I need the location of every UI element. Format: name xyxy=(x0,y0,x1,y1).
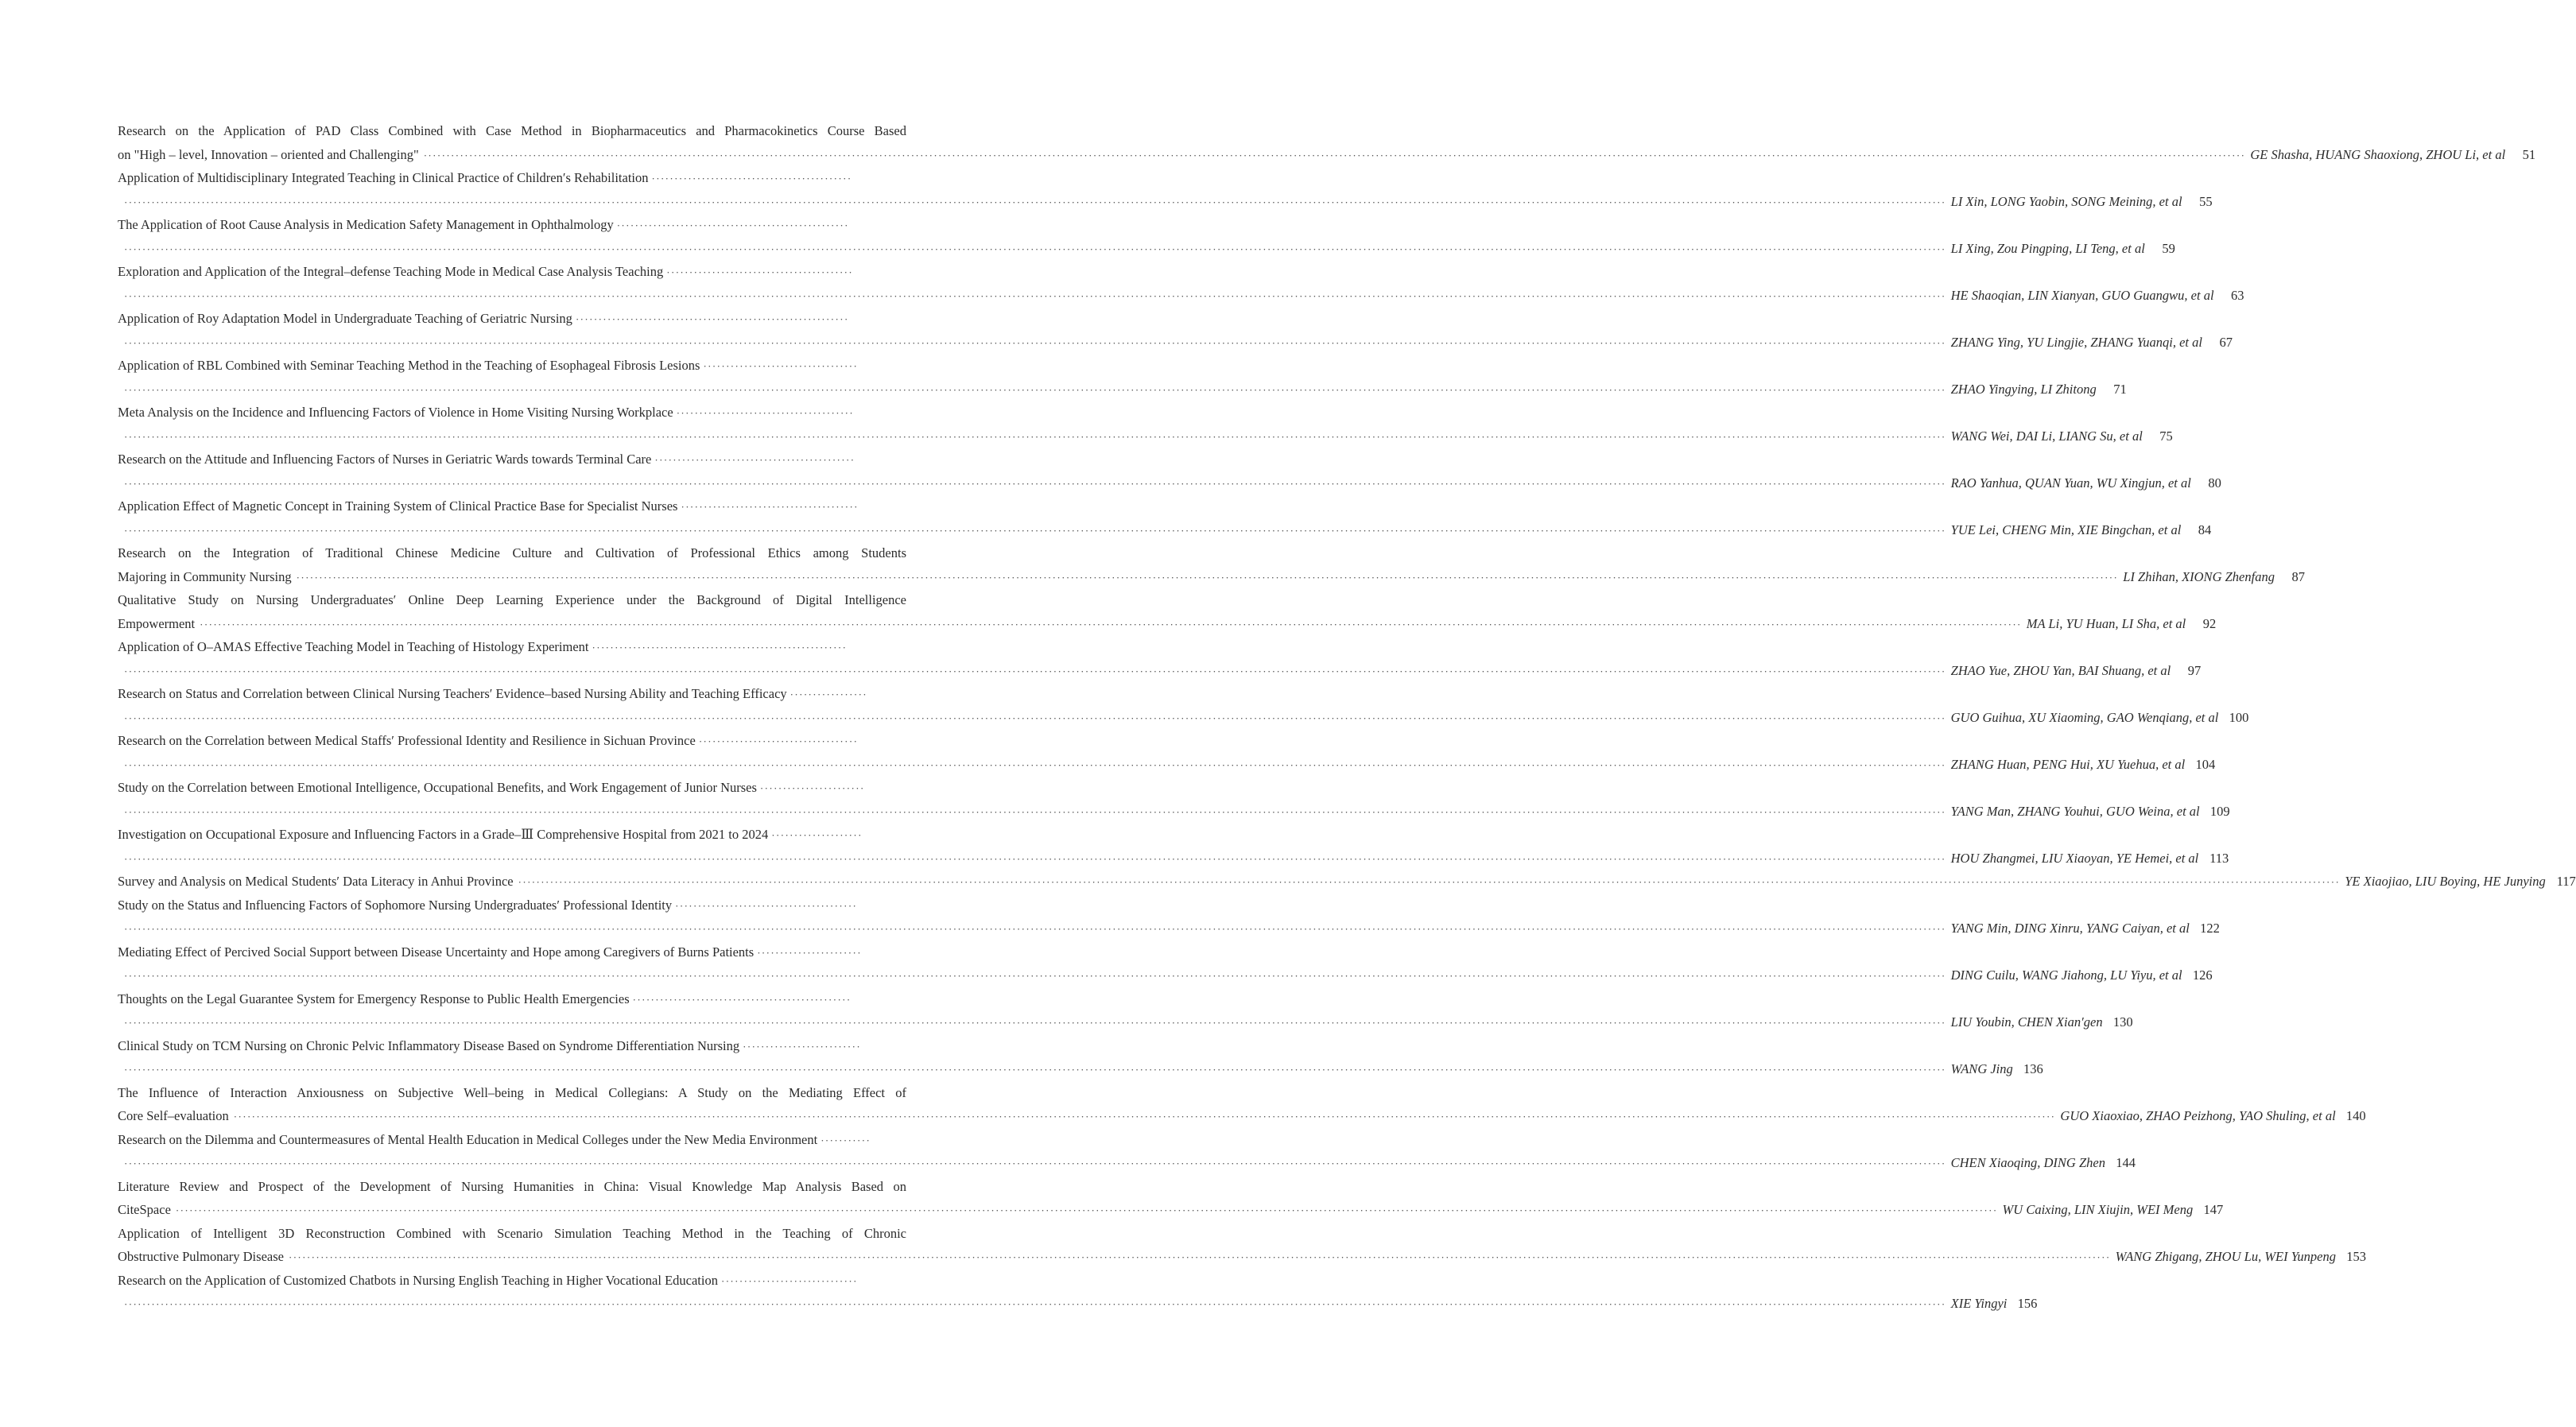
entry-title: Meta Analysis on the Incidence and Influencing Factors of Violence in Home Visiting Nursing Workplace xyxy=(118,405,673,420)
entry-page-number: 55 xyxy=(2199,193,2213,209)
toc-author-line xyxy=(118,190,2213,214)
toc-title-line xyxy=(118,1081,906,1105)
entry-title: Research on the Application of Customized Chatbots in Nursing English Teaching in Higher Vocational Education xyxy=(118,1272,718,1288)
entry-page-number: 63 xyxy=(2231,287,2244,303)
entry-authors: LI Zhihan, XIONG Zhenfang xyxy=(2123,568,2275,584)
entry-title-continued: on "High – level, Innovation – oriented and Challenging" xyxy=(118,146,419,162)
toc-author-line xyxy=(118,284,2244,308)
toc-entry xyxy=(118,776,2230,823)
toc-author-line xyxy=(118,800,2230,824)
dot-leader: ················································································································································································································································································································································································································ xyxy=(518,876,2341,888)
entry-title: Study on the Status and Influencing Factors of Sophomore Nursing Undergraduates′ Professional Identity xyxy=(118,897,673,913)
entry-authors: DING Cuilu, WANG Jiahong, LU Yiyu, et al xyxy=(1950,967,2182,983)
entry-authors: GE Shasha, HUANG Shaoxiong, ZHOU Li, et al xyxy=(2250,146,2506,162)
dot-leader: ················································································································································································································································································································································································································ xyxy=(296,571,2119,584)
toc-title-line xyxy=(118,870,2576,894)
dot-leader: ················································································································································································································································································································································································································ xyxy=(124,805,1946,818)
toc-entry xyxy=(118,894,2220,940)
toc-entry xyxy=(118,354,2127,401)
dot-leader: ············································ xyxy=(654,454,855,466)
toc-entry xyxy=(118,119,2536,166)
toc-title-line xyxy=(118,987,906,1011)
entry-authors: GUO Guihua, XU Xiaoming, GAO Wenqiang, et al xyxy=(1950,709,2219,725)
toc-entry xyxy=(118,987,2133,1034)
entry-page-number: 126 xyxy=(2192,967,2213,983)
toc-title-line xyxy=(118,635,906,659)
toc-title-line xyxy=(118,401,906,425)
entry-title: Qualitative Study on Nursing Undergraduates′ Online Deep Learning Experience under the Background of Digital Intelligence xyxy=(118,592,906,607)
toc-entry xyxy=(118,1269,2038,1316)
toc-author-line xyxy=(118,1245,2366,1269)
dot-leader: ··········· xyxy=(821,1134,871,1146)
toc-author-line xyxy=(118,378,2127,401)
entry-authors: WANG Jing xyxy=(1950,1061,2013,1076)
entry-title: Application of Intelligent 3D Reconstruction Combined with Scenario Simulation Teaching Method in the Teaching of Chronic xyxy=(118,1225,906,1241)
dot-leader: ················································································································································································································································································································································································································ xyxy=(124,477,1946,490)
toc-entry xyxy=(118,1175,2224,1222)
entry-authors: YANG Man, ZHANG Youhui, GUO Weina, et al xyxy=(1950,803,2200,819)
entry-title: Investigation on Occupational Exposure and Influencing Factors in a Grade–Ⅲ Comprehensive Hospital from 2021 to 2024 xyxy=(118,827,769,842)
entry-page-number: 75 xyxy=(2159,428,2173,444)
toc-author-line xyxy=(118,1292,2038,1316)
entry-title-continued: CiteSpace xyxy=(118,1202,171,1217)
entry-title: Research on the Correlation between Medical Staffs′ Professional Identity and Resilience in Sichuan Province xyxy=(118,733,696,748)
table-of-contents xyxy=(118,119,2576,1316)
toc-title-line xyxy=(118,541,906,565)
entry-title: Exploration and Application of the Integral–defense Teaching Mode in Medical Case Analysis Teaching xyxy=(118,264,664,279)
toc-entry xyxy=(118,1128,2136,1175)
entry-page-number: 130 xyxy=(2112,1014,2133,1030)
entry-title: Application of Multidisciplinary Integrated Teaching in Clinical Practice of Children′s Rehabilitation xyxy=(118,170,649,185)
entry-page-number: 71 xyxy=(2113,381,2127,397)
entry-authors: WANG Wei, DAI Li, LIANG Su, et al xyxy=(1950,428,2143,444)
toc-title-line xyxy=(118,894,906,917)
dot-leader: ················································································································································································································································································································································································································ xyxy=(423,149,2246,161)
entry-page-number: 113 xyxy=(2209,850,2229,866)
dot-leader: ························································ xyxy=(592,642,848,653)
toc-author-line xyxy=(118,1010,2133,1034)
dot-leader: ················································································································································································································································································································································································································ xyxy=(124,970,1946,982)
toc-entry xyxy=(118,729,2216,776)
entry-title: Application of Roy Adaptation Model in Undergraduate Teaching of Geriatric Nursing xyxy=(118,311,572,326)
dot-leader: ················································································································································································································································································································································································································ xyxy=(200,618,2022,630)
entry-page-number: 84 xyxy=(2198,522,2212,537)
toc-author-line xyxy=(118,425,2173,448)
entry-authors: YANG Min, DING Xinru, YANG Caiyan, et al xyxy=(1950,921,2190,936)
toc-title-line xyxy=(118,823,906,847)
dot-leader: ················································································································································································································································································································································································································ xyxy=(124,524,1946,537)
dot-leader: ················································································································································································································································································································································································································ xyxy=(124,196,1946,208)
entry-authors: LI Xin, LONG Yaobin, SONG Meining, et al xyxy=(1950,193,2182,209)
toc-author-line xyxy=(118,237,2175,261)
toc-entry xyxy=(118,260,2244,307)
toc-title-line xyxy=(118,354,906,378)
toc-author-line xyxy=(118,331,2233,355)
toc-entry xyxy=(118,401,2173,448)
entry-page-number: 87 xyxy=(2291,568,2305,584)
dot-leader: ··································· xyxy=(698,735,859,747)
toc-entry xyxy=(118,541,2305,588)
entry-authors: ZHAO Yingying, LI Zhitong xyxy=(1950,381,2097,397)
entry-title: Research on the Application of PAD Class Combined with Case Method in Biopharmaceutics and Pharmacokinetics Course Based xyxy=(118,123,906,138)
dot-leader: ················································································································································································································································································································································································································ xyxy=(124,665,1946,677)
toc-title-line xyxy=(118,588,906,612)
toc-entry xyxy=(118,448,2221,494)
toc-title-line xyxy=(118,1175,906,1199)
toc-author-line xyxy=(118,565,2305,589)
entry-page-number: 122 xyxy=(2200,921,2220,936)
toc-author-line xyxy=(118,917,2220,940)
entry-page-number: 109 xyxy=(2209,803,2230,819)
entry-page-number: 92 xyxy=(2202,615,2217,631)
entry-page-number: 104 xyxy=(2195,756,2216,772)
dot-leader: ················································································································································································································································································································································································································ xyxy=(124,430,1946,443)
entry-title: The Application of Root Cause Analysis in Medication Safety Management in Ophthalmology xyxy=(118,217,614,232)
entry-title: Clinical Study on TCM Nursing on Chronic Pelvic Inflammatory Disease Based on Syndrome Differentiation Nursing xyxy=(118,1037,740,1053)
entry-title: Application of O–AMAS Effective Teaching Model in Teaching of Histology Experiment xyxy=(118,639,589,654)
entry-title: Application of RBL Combined with Seminar Teaching Method in the Teaching of Esophageal Fibrosis Lesions xyxy=(118,358,700,373)
entry-title: Mediating Effect of Percived Social Support between Disease Uncertainty and Hope among Caregivers of Burns Patients xyxy=(118,944,755,960)
entry-page-number: 59 xyxy=(2162,240,2175,256)
dot-leader: ················································································································································································································································································································································································································ xyxy=(124,289,1946,302)
entry-title-continued: Majoring in Community Nursing xyxy=(118,568,292,584)
entry-authors: GUO Xiaoxiao, ZHAO Peizhong, YAO Shuling, et al xyxy=(2060,1108,2336,1123)
toc-author-line xyxy=(118,659,2202,683)
dot-leader: ······························ xyxy=(720,1274,858,1287)
toc-title-line xyxy=(118,494,906,518)
entry-authors: ZHANG Huan, PENG Hui, XU Yuehua, et al xyxy=(1950,756,2186,772)
toc-author-line xyxy=(118,753,2216,777)
toc-title-line xyxy=(118,213,906,237)
toc-entry xyxy=(118,1081,2366,1128)
entry-page-number: 144 xyxy=(2116,1155,2136,1170)
dot-leader: ···························································· xyxy=(575,313,849,325)
dot-leader: ········································· xyxy=(666,266,854,278)
entry-authors: LIU Youbin, CHEN Xian′gen xyxy=(1950,1014,2103,1030)
entry-page-number: 147 xyxy=(2203,1202,2224,1217)
dot-leader: ················· xyxy=(789,688,868,700)
dot-leader: ················································································································································································································································································································································································································ xyxy=(124,1298,1946,1310)
entry-authors: RAO Yanhua, QUAN Yuan, WU Xingjun, et al xyxy=(1950,475,2191,491)
toc-title-line xyxy=(118,682,906,706)
entry-page-number: 67 xyxy=(2219,334,2233,350)
entry-title: Research on the Dilemma and Countermeasures of Mental Health Education in Medical Colleges under the New Media Environment xyxy=(118,1131,818,1147)
entry-authors: XIE Yingyi xyxy=(1950,1296,2008,1311)
entry-authors: MA Li, YU Huan, LI Sha, et al xyxy=(2026,615,2186,631)
dot-leader: ······································· xyxy=(676,407,855,419)
entry-authors: CHEN Xiaoqing, DING Zhen xyxy=(1950,1155,2105,1170)
entry-authors: YE Xiaojiao, LIU Boying, HE Junying xyxy=(2345,874,2546,889)
toc-entry xyxy=(118,588,2217,635)
entry-title: The Influence of Interaction Anxiousness on Subjective Well–being in Medical Collegians: A Study on the Mediating Effect of xyxy=(118,1084,906,1100)
toc-author-line xyxy=(118,471,2221,495)
toc-entry xyxy=(118,823,2229,870)
toc-entry xyxy=(118,166,2213,213)
toc-entry xyxy=(118,870,2576,894)
dot-leader: ················································································································································································································································································································································································································ xyxy=(124,1064,1946,1076)
entry-page-number: 153 xyxy=(2346,1249,2366,1264)
toc-title-line xyxy=(118,729,906,753)
entry-page-number: 80 xyxy=(2208,475,2221,491)
dot-leader: ················································································································································································································································································································································································································ xyxy=(124,923,1946,935)
toc-entry xyxy=(118,682,2249,729)
dot-leader: ················································································································································································································································································································································································································ xyxy=(288,1251,2111,1263)
toc-entry xyxy=(118,1034,2043,1081)
dot-leader: ················································································································································································································································································································································································································ xyxy=(124,852,1946,865)
entry-page-number: 140 xyxy=(2345,1108,2366,1123)
toc-author-line xyxy=(118,1057,2043,1081)
toc-author-line xyxy=(118,1104,2366,1128)
dot-leader: ················································································································································································································································································································································································································ xyxy=(124,336,1946,349)
toc-title-line xyxy=(118,260,906,284)
entry-authors: HE Shaoqian, LIN Xianyan, GUO Guangwu, et al xyxy=(1950,287,2214,303)
entry-authors: WU Caixing, LIN Xiujin, WEI Meng xyxy=(2002,1202,2194,1217)
entry-authors: WANG Zhigang, ZHOU Lu, WEI Yunpeng xyxy=(2115,1249,2336,1264)
toc-author-line xyxy=(118,847,2229,871)
entry-authors: ZHAO Yue, ZHOU Yan, BAI Shuang, et al xyxy=(1950,662,2171,678)
entry-authors: ZHANG Ying, YU Lingjie, ZHANG Yuanqi, et al xyxy=(1950,334,2202,350)
dot-leader: ················································································································································································································································································································································································································ xyxy=(124,242,1946,255)
entry-title: Research on the Attitude and Influencing Factors of Nurses in Geriatric Wards towards Terminal Care xyxy=(118,452,652,467)
dot-leader: ······················· xyxy=(759,782,865,794)
toc-title-line xyxy=(118,1034,906,1058)
toc-title-line xyxy=(118,307,906,331)
dot-leader: ······································· xyxy=(681,501,859,513)
toc-entry xyxy=(118,494,2212,541)
entry-title: Literature Review and Prospect of the Development of Nursing Humanities in China: Visual Knowledge Map Analysis Based on xyxy=(118,1178,906,1194)
toc-entry xyxy=(118,307,2233,354)
entry-title: Study on the Correlation between Emotional Intelligence, Occupational Benefits, and Work Engagement of Junior Nurses xyxy=(118,780,757,795)
entry-title: Thoughts on the Legal Guarantee System for Emergency Response to Public Health Emergencies xyxy=(118,991,630,1006)
toc-title-line xyxy=(118,776,906,800)
entry-title: Survey and Analysis on Medical Students′ Data Literacy in Anhui Province xyxy=(118,874,514,889)
dot-leader: ················································································································································································································································································································································································································ xyxy=(124,383,1946,396)
entry-title-continued: Core Self–evaluation xyxy=(118,1108,229,1123)
toc-author-line xyxy=(118,1151,2136,1175)
entry-title: Research on the Integration of Traditional Chinese Medicine Culture and Cultivation of Professional Ethics among Students xyxy=(118,545,906,560)
dot-leader: ········································ xyxy=(675,899,858,912)
dot-leader: ··················································· xyxy=(616,219,849,231)
dot-leader: ······················· xyxy=(757,946,862,959)
toc-entry xyxy=(118,635,2202,682)
toc-author-line xyxy=(118,1198,2224,1222)
entry-page-number: 117 xyxy=(2556,874,2576,889)
entry-authors: LI Xing, Zou Pingping, LI Teng, et al xyxy=(1950,240,2145,256)
toc-author-line xyxy=(118,706,2249,730)
dot-leader: ················································································································································································································································································································································································································ xyxy=(124,712,1946,724)
dot-leader: ············································ xyxy=(651,173,852,184)
entry-title-continued: Obstructive Pulmonary Disease xyxy=(118,1249,284,1264)
entry-page-number: 51 xyxy=(2522,146,2536,162)
entry-authors: YUE Lei, CHENG Min, XIE Bingchan, et al xyxy=(1950,522,2182,537)
dot-leader: ················································ xyxy=(632,993,852,1006)
dot-leader: ················································································································································································································································································································································································································ xyxy=(124,1017,1946,1029)
dot-leader: ················································································································································································································································································································································································································ xyxy=(124,1157,1946,1169)
entry-page-number: 97 xyxy=(2187,662,2202,678)
toc-author-line xyxy=(118,612,2217,636)
toc-title-line xyxy=(118,119,906,143)
toc-title-line xyxy=(118,166,906,190)
toc-title-line xyxy=(118,1128,906,1152)
dot-leader: ·························· xyxy=(743,1040,862,1053)
dot-leader: ················································································································································································································································································································································································································ xyxy=(233,1111,2056,1123)
toc-entry xyxy=(118,213,2175,260)
entry-title: Application Effect of Magnetic Concept in Training System of Clinical Practice Base for Specialist Nurses xyxy=(118,498,678,514)
entry-page-number: 156 xyxy=(2017,1296,2038,1311)
toc-entry xyxy=(118,1222,2366,1269)
dot-leader: ···················· xyxy=(771,829,863,841)
entry-title-continued: Empowerment xyxy=(118,615,196,631)
entry-authors: HOU Zhangmei, LIU Xiaoyan, YE Hemei, et al xyxy=(1950,850,2199,866)
toc-title-line xyxy=(118,448,906,471)
dot-leader: ················································································································································································································································································································································································································ xyxy=(175,1204,1998,1216)
dot-leader: ·································· xyxy=(703,360,859,372)
toc-author-line xyxy=(118,964,2213,987)
toc-title-line xyxy=(118,1269,906,1293)
toc-title-line xyxy=(118,1222,906,1246)
toc-title-line xyxy=(118,940,906,964)
entry-title: Research on Status and Correlation between Clinical Nursing Teachers′ Evidence–based Nursing Ability and Teaching Efficacy xyxy=(118,686,787,701)
toc-author-line xyxy=(118,143,2536,167)
entry-page-number: 100 xyxy=(2229,709,2249,725)
dot-leader: ················································································································································································································································································································································································································ xyxy=(124,758,1946,771)
toc-entry xyxy=(118,940,2213,987)
entry-page-number: 136 xyxy=(2023,1061,2043,1076)
toc-author-line xyxy=(118,518,2212,542)
